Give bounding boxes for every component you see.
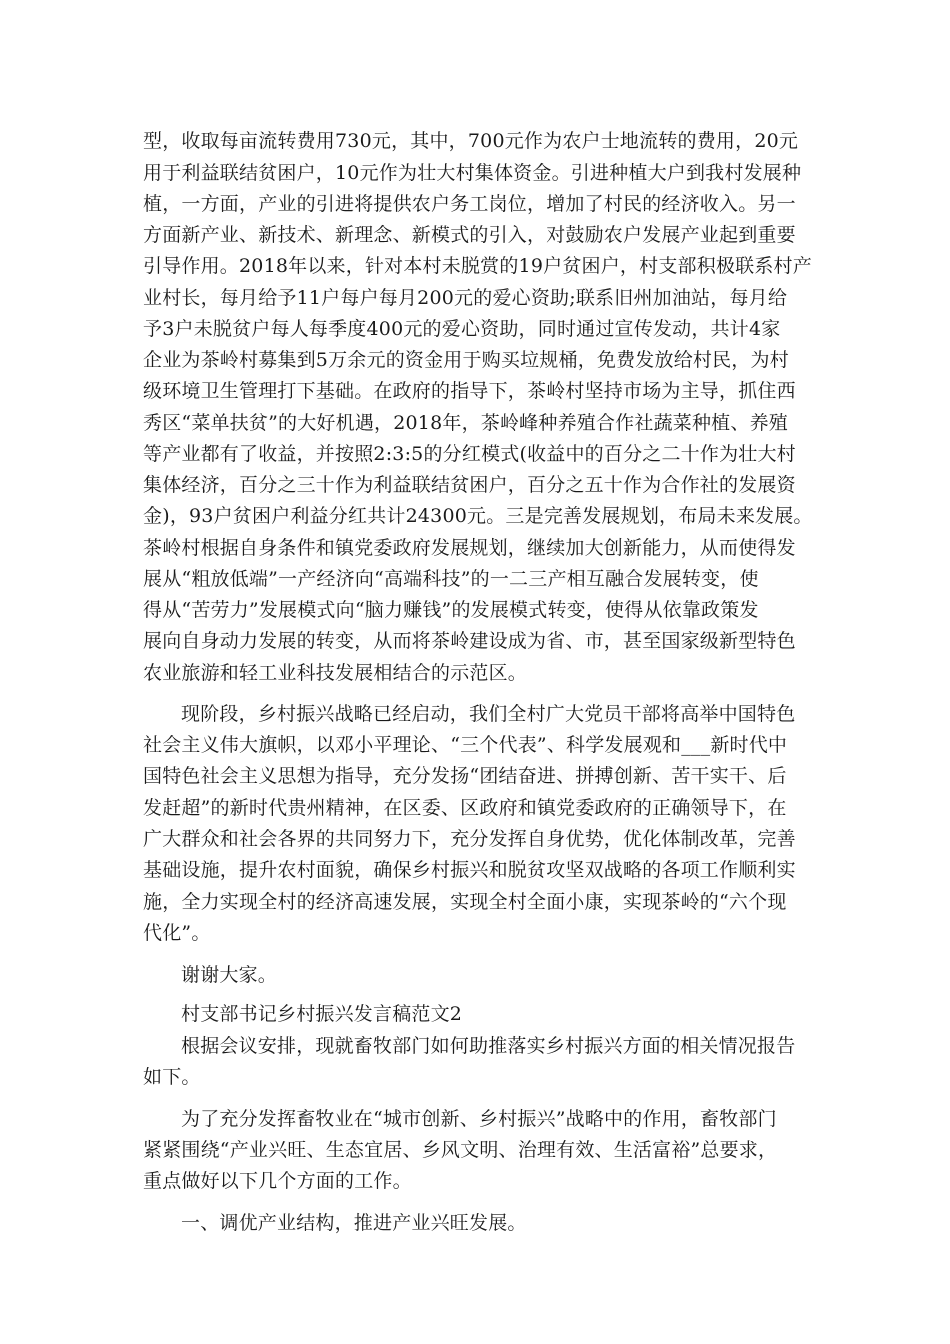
text-line: 农业旅游和轻工业科技发展相结合的示范区。 — [143, 662, 528, 684]
heading-1: 一、调优产业结构，推进产业兴旺发展。 — [181, 1212, 527, 1234]
text-line: 用于利益联结贫困户，10元作为壮大村集体资金。引进种植大户到我村发展种 — [143, 162, 802, 184]
text-line: 企业为茶岭村募集到5万余元的资金用于购买垃规桶，免费发放给村民，为村 — [143, 349, 789, 371]
text-line: 茶岭村根据自身条件和镇党委政府发展规划，继续加大创新能力，从而使得发 — [143, 537, 796, 559]
text-line: 级环境卫生管理打下基础。在政府的指导下，茶岭村坚持市场为主导，抓住西 — [143, 380, 796, 402]
text-line: 紧紧围绕“产业兴旺、生态宜居、乡风文明、治理有效、生活富裕”总要求， — [143, 1139, 778, 1161]
text-line: 业村长，每月给予11户每户每月200元的爱心资助;联系旧州加油站，每月给 — [143, 287, 788, 309]
text-line: 等产业都有了收益，并按照2:3:5的分红模式(收益中的百分之二十作为壮大村 — [143, 443, 796, 465]
text-line: 如下。 — [143, 1066, 201, 1088]
text-line: 集体经济，百分之三十作为利益联结贫困户，百分之五十作为合作社的发展资 — [143, 474, 796, 496]
text-line: 为了充分发挥畜牧业在“城市创新、乡村振兴”战略中的作用，畜牧部门 — [181, 1108, 777, 1130]
text-line: 重点做好以下几个方面的工作。 — [143, 1170, 412, 1192]
text-line: 代化”。 — [143, 922, 211, 944]
text-line: 金)，93户贫困户利益分红共计24300元。三是完善发展规划，布局未来发展。 — [143, 505, 813, 527]
text-line: 施，全力实现全村的经济高速发展，实现全村全面小康，实现茶岭的“六个现 — [143, 891, 787, 913]
text-line: 型，收取每亩流转费用730元，其中，700元作为农户士地流转的费用，20元 — [143, 130, 799, 152]
thanks-line: 谢谢大家。 — [181, 964, 278, 986]
text-line: 得从“苦劳力”发展模式向“脑力赚钱”的发展模式转变，使得从依靠政策发 — [143, 599, 759, 621]
text-line: 植，一方面，产业的引进将提供农户务工岗位，增加了村民的经济收入。另一 — [143, 193, 796, 215]
text-line: 秀区“菜单扶贫”的大好机遇，2018年，茶岭峰种养殖合作社蔬菜种植、养殖 — [143, 412, 788, 434]
text-line: 予3户未脱贫户每人每季度400元的爱心资助，同时通过宣传发动，共计4家 — [143, 318, 781, 340]
text-line: 展从“粗放低端”一产经济向“高端科技”的一二三产相互融合发展转变，使 — [143, 568, 759, 590]
text-line: 方面新产业、新技术、新理念、新模式的引入，对鼓励农户发展产业起到重要 — [143, 224, 796, 246]
text-line: 发赶超”的新时代贵州精神，在区委、区政府和镇党委政府的正确领导下，在 — [143, 797, 787, 819]
text-line: 引导作用。2018年以来，针对本村未脱赏的19户贫困户，村支部积极联系村产 — [143, 255, 812, 277]
text-line: 根据会议安排，现就畜牧部门如何助推落实乡村振兴方面的相关情况报告 — [181, 1035, 796, 1057]
section-title: 村支部书记乡村振兴发言稿范文2 — [181, 1003, 463, 1025]
text-line: 社会主义伟大旗帜，以邓小平理论、“三个代表”、科学发展观和___新时代中 — [143, 734, 788, 756]
text-line: 展向自身动力发展的转变，从而将茶岭建设成为省、市，甚至国家级新型特色 — [143, 630, 796, 652]
text-line: 广大群众和社会各界的共同努力下，充分发挥自身优势，优化体制改革，完善 — [143, 828, 796, 850]
text-line: 现阶段，乡村振兴战略已经启动，我们全村广大党员干部将高举中国特色 — [181, 703, 796, 725]
text-line: 国特色社会主义思想为指导，充分发扬“团结奋进、拼搏创新、苦干实干、后 — [143, 765, 787, 787]
text-line: 基础设施，提升农村面貌，确保乡村振兴和脱贫攻坚双战略的各项工作顺利实 — [143, 859, 796, 881]
